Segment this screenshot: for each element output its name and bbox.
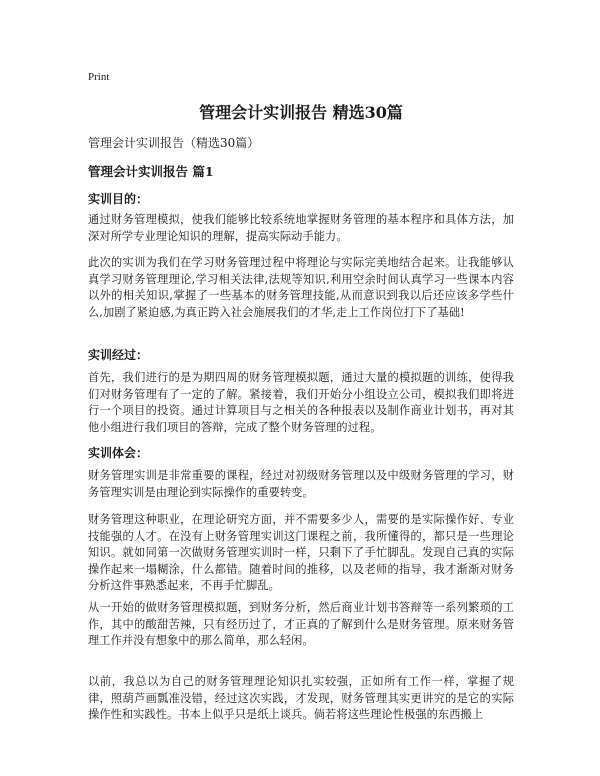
section-heading-purpose: 实训目的：	[88, 192, 149, 206]
section-heading-reflection: 实训体会：	[88, 446, 149, 460]
paragraph: 财务管理这种职业，在理论研究方面，并不需要多少人，需要的是实际操作好、专业技能强的人才。在没有上财务管理实训这门课程之前，我所懂得的，都只是一些理论知识。就如同第一次做财务管理实训时一样，只剩下了手忙脚乱。发现自己真的实际操作起来一塌糊涂，什么都错。随着时间的推移，以及老师的指导，我才渐渐对财务分析这件事熟悉起来，不再手忙脚乱。	[88, 513, 514, 593]
document-subtitle: 管理会计实训报告（精选30篇）	[88, 136, 260, 150]
paragraph: 通过财务管理模拟，使我们能够比较系统地掌握财务管理的基本程序和具体方法，加深对所学专业理论知识的理解，提高实际动手能力。	[88, 213, 514, 243]
section-heading-process: 实训经过：	[88, 348, 149, 362]
print-label[interactable]: Print	[88, 71, 110, 83]
document-title: 管理会计实训报告 精选30篇	[199, 103, 403, 122]
paragraph: 此次的实训为我们在学习财务管理过程中将理论与实际完美地结合起来。让我能够认真学习财务管理理论,学习相关法律,法规等知识,利用空余时间认真学习一些课本内容以外的相关知识,掌握了一些基本的财务管理技能,从而意识到我以后还应该多学些什么,加剧了紧迫感,为真正跨入社会施展我们的才华,走上工作岗位打下了基础!	[88, 256, 514, 319]
paragraph: 财务管理实训是非常重要的课程，经过对初级财务管理以及中级财务管理的学习，财务管理实训是由理论到实际操作的重要转变。	[88, 469, 514, 499]
paragraph: 从一开始的做财务管理模拟题，到财务分析，然后商业计划书答辩等一系列繁琐的工作，其中的酸甜苦辣，只有经历过了，才正真的了解到什么是财务管理。原来财务管理工作并没有想象中的那么简单，那么轻闲。	[88, 601, 514, 648]
article-title: 管理会计实训报告 篇1	[88, 164, 214, 179]
paragraph: 以前，我总以为自己的财务管理理论知识扎实较强，正如所有工作一样，掌握了规律，照葫芦画瓢准没错，经过这次实践，才发现，财务管理其实更讲究的是它的实际操作性和实践性。书本上似乎只是纸上谈兵。倘若将这些理论性极强的东西搬上	[88, 675, 514, 722]
paragraph: 首先，我们进行的是为期四周的财务管理模拟题，通过大量的模拟题的训练，使得我们对财务管理有了一定的了解。紧接着，我们开始分小组设立公司，模拟我们即将进行一个项目的投资。通过计算项目与之相关的各种报表以及制作商业计划书，再对其他小组进行我们项目的答辩，完成了整个财务管理的过程。	[88, 371, 514, 434]
